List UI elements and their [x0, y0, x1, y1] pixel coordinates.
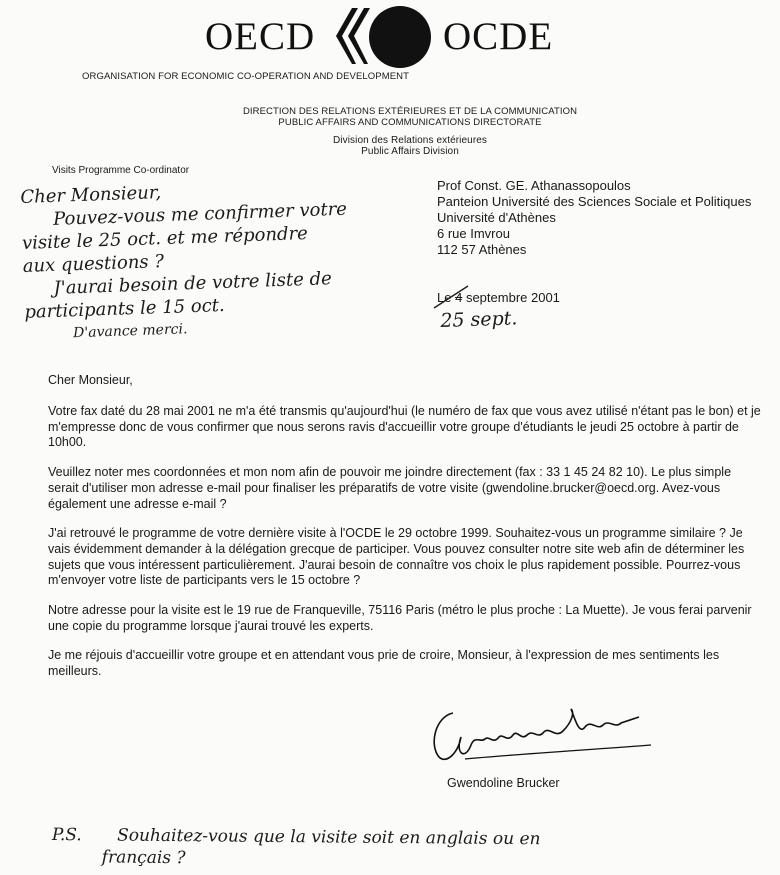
body-paragraph: J'ai retrouvé le programme de votre dernière visite à l'OCDE le 29 octobre 1999. Souhaitez-vous un programme similaire ? Je vais évidemment demander à la délégation grecque de participer. Vous pouvez consulter notre site web afin de déterminer les sujets que vous intéressent particulièrement. J'aurai besoin de connaître vos choix le plus rapidement possible. Pourrez-vous m'envoyer votre liste de participants vers le 15 octobre ? [48, 526, 745, 588]
ocde-name: OCDE [443, 15, 554, 58]
note-line: D'avance merci. [72, 321, 188, 342]
postscript-line: français ? [101, 847, 186, 869]
oecd-logo-icon [328, 6, 438, 66]
note-line: Pouvez-vous me confirmer votre [52, 198, 348, 230]
oecd-name: OECD [205, 15, 316, 58]
recipient-line: Panteion Université des Sciences Sociale et Politiques [437, 194, 752, 209]
directorate-en: PUBLIC AFFAIRS AND COMMUNICATIONS DIRECTORATE [278, 117, 542, 128]
postscript-label: P.S. [51, 824, 82, 846]
body-paragraph: Veuillez noter mes coordonnées et mon nom afin de pouvoir me joindre directement (fax : 33 1 45 24 82 10). Le plus simple serait d'utiliser mon adresse e-mail pour finaliser les préparatifs de votre visite (gwendoline.brucker@oecd.org. Avez-vous également une adresse e-mail ? [48, 465, 732, 511]
postscript [52, 824, 541, 872]
organisation-name: ORGANISATION FOR ECONOMIC CO-OPERATION AND DEVELOPMENT [82, 71, 410, 82]
date-rest: septembre 2001 [465, 290, 560, 305]
handwritten-date: 25 sept. [440, 307, 518, 332]
sender-role: Visits Programme Co-ordinator [52, 165, 190, 176]
note-line: J'aurai besoin de votre liste de [53, 268, 333, 299]
postscript-line: Souhaitez-vous que la visite soit en anglais ou en [117, 825, 541, 850]
recipient-line: Université d'Athènes [437, 210, 556, 225]
directorate-fr: DIRECTION DES RELATIONS EXTÉRIEURES ET DE LA COMMUNICATION [242, 106, 578, 117]
date-struck-day: 4 [455, 290, 463, 305]
salutation: Cher Monsieur, [48, 373, 133, 387]
date-prefix: Le [437, 290, 452, 305]
note-line: participants le 15 oct. [24, 294, 226, 323]
directorate [230, 106, 590, 128]
letter-body [48, 404, 764, 694]
body-paragraph: Votre fax daté du 28 mai 2001 ne m'a été transmis qu'aujourd'hui (le numéro de fax que vous avez utilisé n'étant pas le bon) et je m'empresse donc de vous confirmer que nous serons ravis d'accueillir votre groupe d'étudiants le jeudi 25 octobre à partir de 10h00. [48, 404, 761, 450]
body-paragraph: Je me réjouis d'accueillir votre groupe et en attendant vous prie de croire, Monsieur, à l'expression de mes sentiments les meilleurs. [48, 648, 720, 679]
recipient-line: 112 57 Athènes [437, 242, 527, 257]
division-en: Public Affairs Division [361, 146, 459, 157]
recipient-name: Prof Const. GE. Athanassopoulos [437, 178, 631, 193]
signature-name: Gwendoline Brucker [447, 776, 560, 790]
recipient-address [437, 178, 751, 258]
note-line: aux questions ? [22, 251, 165, 277]
signature-icon [425, 705, 655, 775]
handwritten-note [20, 172, 425, 347]
body-paragraph: Notre adresse pour la visite est le 19 rue de Franqueville, 75116 Paris (métro le plus proche : La Muette). Je vous ferai parvenir une copie du programme lorsque j'aurai trouvé les experts. [48, 603, 752, 633]
note-line: visite le 25 oct. et me répondre [21, 222, 309, 254]
division-fr: Division des Relations extérieures [332, 135, 488, 146]
date-strike-icon [432, 282, 472, 312]
note-line: Cher Monsieur, [20, 182, 162, 208]
division [300, 135, 520, 157]
recipient-line: 6 rue Imvrou [437, 226, 510, 241]
